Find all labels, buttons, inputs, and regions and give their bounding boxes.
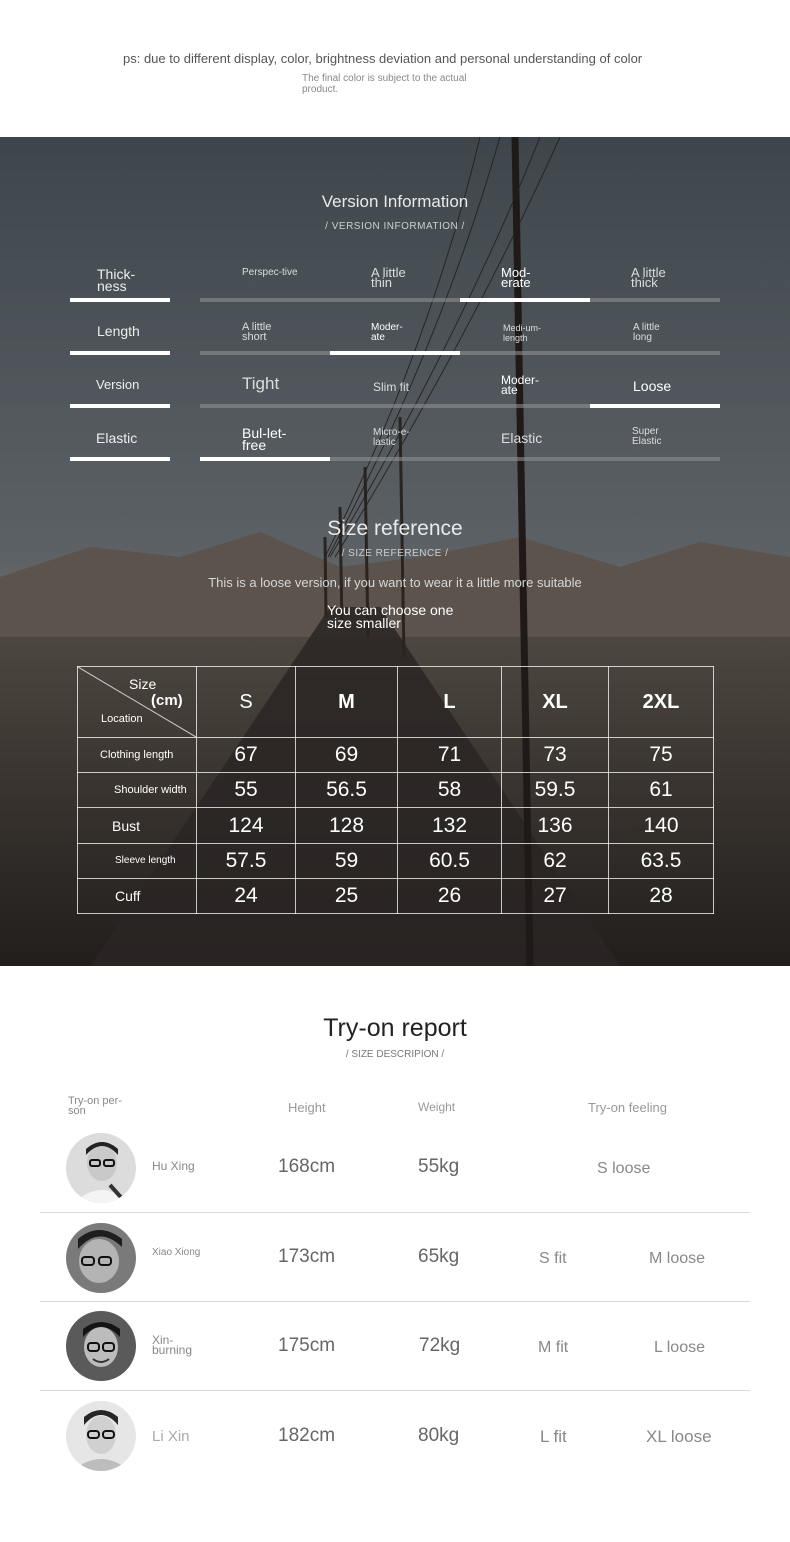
size-row-label: Bust [78, 808, 197, 844]
tryon-report-title: Try-on report [323, 1014, 467, 1042]
size-row-label: Sleeve length [78, 844, 197, 879]
size-header-row [78, 667, 714, 738]
version-option: Medi-um-length [503, 323, 542, 343]
col-header-feeling: Try-on feeling [588, 1100, 667, 1115]
person-name: Hu Xing [152, 1159, 195, 1173]
person-feeling: S loose [597, 1160, 651, 1177]
col-header-person: Try-on per-son [68, 1095, 122, 1117]
size-row-label: Cuff [78, 879, 197, 914]
version-row-label: Length [97, 323, 140, 339]
size-value: 73 [502, 738, 609, 773]
person-feeling: L loose [654, 1339, 705, 1356]
version-option-selected: Loose [633, 378, 672, 394]
version-option: A little thin [371, 265, 406, 290]
size-value: 56.5 [296, 773, 398, 808]
size-value: 140 [609, 808, 714, 844]
size-value: 59.5 [502, 773, 609, 808]
version-row-thickness [0, 263, 790, 315]
avatar [66, 1133, 136, 1203]
size-value: 55 [197, 773, 296, 808]
size-header: S [197, 667, 296, 738]
tryon-row [40, 1213, 750, 1302]
version-option: Micro-e-lastic [373, 427, 410, 448]
corner-location-label: Location [101, 713, 143, 725]
person-feeling: M loose [649, 1250, 706, 1267]
size-corner-cell [78, 667, 197, 738]
size-row-bust [78, 808, 714, 844]
person-name: Xiao Xiong [152, 1247, 201, 1258]
version-row-elastic [0, 425, 790, 477]
person-name: Xin-burning [152, 1333, 193, 1357]
version-option: Elastic [501, 430, 543, 446]
size-row-label: Clothing length [78, 738, 197, 773]
version-scale-indicator [590, 404, 720, 408]
person-weight: 80kg [418, 1425, 460, 1446]
tryon-row [40, 1124, 750, 1213]
version-info-title: Version Information [321, 192, 469, 211]
color-disclaimer: ps: due to different display, color, brightness deviation and personal understanding of color [123, 51, 643, 66]
size-reference-subtitle: / SIZE REFERENCE / [341, 548, 449, 559]
version-label-bar [70, 298, 170, 302]
person-weight: 55kg [418, 1156, 460, 1177]
size-value: 28 [609, 879, 714, 914]
avatar [66, 1401, 136, 1471]
person-fit: M fit [538, 1339, 569, 1356]
version-label-bar [70, 351, 170, 355]
size-header: XL [502, 667, 609, 738]
col-header-weight: Weight [418, 1100, 456, 1114]
version-label-bar [70, 457, 170, 461]
size-header: M [296, 667, 398, 738]
version-scale-indicator [200, 457, 330, 461]
version-option: Moder-ate [501, 373, 540, 397]
version-option: Super Elastic [632, 426, 662, 447]
version-option: Tight [242, 374, 280, 393]
person-weight: 65kg [418, 1246, 460, 1267]
size-note: This is a loose version, if you want to wear it a little more suitable [208, 575, 582, 590]
corner-unit-label: (cm) [151, 692, 183, 709]
size-value: 61 [609, 773, 714, 808]
version-option-selected: Bul-let-free [242, 425, 287, 453]
size-value: 27 [502, 879, 609, 914]
size-value: 132 [398, 808, 502, 844]
size-value: 67 [197, 738, 296, 773]
person-height: 173cm [278, 1246, 336, 1267]
size-value: 58 [398, 773, 502, 808]
size-note-suggestion: You can choose one size smaller [327, 602, 454, 631]
version-row-version [0, 371, 790, 423]
tryon-report-subtitle: / SIZE DESCRIPION / [345, 1049, 445, 1060]
size-row-sleeve-length [78, 844, 714, 879]
size-value: 24 [197, 879, 296, 914]
version-option-selected: Mod-erate [501, 265, 531, 290]
version-option: A little long [633, 322, 660, 343]
size-value: 75 [609, 738, 714, 773]
version-option: A little thick [631, 265, 666, 290]
size-value: 60.5 [398, 844, 502, 879]
person-weight: 72kg [419, 1335, 461, 1356]
size-value: 26 [398, 879, 502, 914]
size-row-clothing-length [78, 738, 714, 773]
version-option-selected: Moder-ate [371, 322, 403, 343]
version-option: Perspec-tive [242, 267, 298, 278]
size-value: 69 [296, 738, 398, 773]
avatar [66, 1223, 136, 1293]
color-disclaimer-note: The final color is subject to the actual product. [302, 73, 467, 95]
size-value: 63.5 [609, 844, 714, 879]
person-height: 182cm [278, 1425, 336, 1446]
version-row-label: Version [96, 377, 140, 392]
size-value: 62 [502, 844, 609, 879]
person-fit: S fit [539, 1250, 567, 1267]
version-row-label: Thick-ness [97, 266, 136, 294]
person-height: 175cm [278, 1335, 336, 1356]
size-value: 128 [296, 808, 398, 844]
person-name: Li Xin [152, 1428, 190, 1445]
version-row-length [0, 317, 790, 369]
avatar [66, 1311, 136, 1381]
size-row-label: Shoulder width [78, 773, 197, 808]
size-row-cuff [78, 879, 714, 914]
version-info-subtitle: / VERSION INFORMATION / [325, 221, 465, 232]
size-value: 71 [398, 738, 502, 773]
version-label-bar [70, 404, 170, 408]
version-scale-indicator [330, 351, 460, 355]
size-row-shoulder-width [78, 773, 714, 808]
size-value: 57.5 [197, 844, 296, 879]
size-value: 59 [296, 844, 398, 879]
version-option: A little short [242, 321, 272, 343]
version-scale-indicator [460, 298, 590, 302]
tryon-row [40, 1391, 750, 1480]
size-header: 2XL [609, 667, 714, 738]
person-height: 168cm [278, 1156, 336, 1177]
size-reference-title: Size reference [327, 517, 463, 540]
version-option: Slim fit [373, 380, 409, 394]
person-fit: L fit [540, 1427, 567, 1446]
corner-size-label: Size [129, 676, 157, 692]
size-header: L [398, 667, 502, 738]
size-chart-table [77, 666, 714, 914]
version-row-label: Elastic [96, 430, 138, 446]
size-value: 136 [502, 808, 609, 844]
version-scale-track [200, 351, 720, 355]
tryon-row [40, 1302, 750, 1391]
size-value: 124 [197, 808, 296, 844]
col-header-height: Height [288, 1100, 326, 1115]
person-feeling: XL loose [646, 1427, 712, 1446]
size-value: 25 [296, 879, 398, 914]
